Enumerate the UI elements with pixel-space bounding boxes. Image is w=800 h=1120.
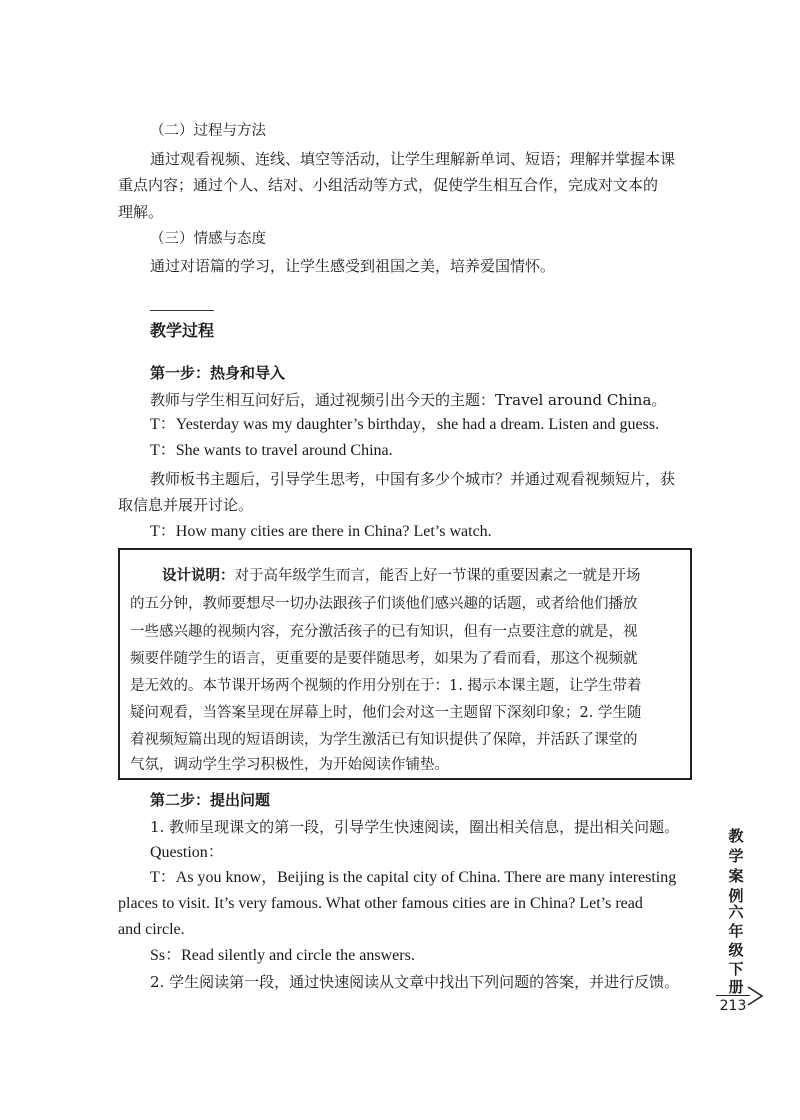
margin-grade-char: 册 <box>728 978 744 996</box>
design-note-line: 的五分钟，教师要想尽一切办法跟孩子们谈他们感兴趣的话题，或者给他们播放 <box>130 596 638 612</box>
paragraph-line: 通过观看视频、连线、填空等活动，让学生理解新单词、短语；理解并掌握本课 <box>150 150 676 168</box>
process-methods-heading: （二）过程与方法 <box>150 123 266 139</box>
margin-series-char: 学 <box>728 847 744 865</box>
dialogue-line: T：As you know，Beijing is the capital city of China. There are many interesting <box>150 869 677 886</box>
step2-title: 第二步：提出问题 <box>150 791 271 809</box>
margin-grade-char: 六 <box>728 903 744 921</box>
paragraph-line: 教师与学生相互问好后，通过视频引出今天的主题：Travel around China。 <box>150 391 667 409</box>
paragraph-line: 理解。 <box>118 203 164 221</box>
section-divider <box>150 310 214 311</box>
margin-grade-char: 下 <box>728 960 744 978</box>
paragraph-line: 教师板书主题后，引导学生思考，中国有多少个城市？并通过观看视频短片，获 <box>150 470 676 488</box>
margin-grade-char: 级 <box>728 941 744 959</box>
paragraph-line: 通过对语篇的学习，让学生感受到祖国之美，培养爱国情怀。 <box>150 257 556 275</box>
design-note-line: 一些感兴趣的视频内容，充分激活孩子的已有知识，但有一点要注意的就是，视 <box>130 624 638 640</box>
design-note-line: 着视频短篇出现的短语朗读，为学生激活已有知识提供了保障，并活跃了课堂的 <box>130 732 638 748</box>
dialogue-line: T：Yesterday was my daughter’s birthday，she had a dream. Listen and guess. <box>150 416 660 433</box>
design-note-first-line <box>162 566 686 586</box>
dialogue-line: T：She wants to travel around China. <box>150 442 393 459</box>
design-note-line: 频要伴随学生的语言，更重要的是要伴随思考，如果为了看而看，那这个视频就 <box>130 651 638 667</box>
design-note-label: 设计说明： <box>162 568 235 584</box>
emotion-attitude-heading: （三）情感与态度 <box>150 231 266 247</box>
step1-title: 第一步：热身和导入 <box>150 364 286 382</box>
paragraph-line: 1. 教师呈现课文的第一段，引导学生快速阅读，圈出相关信息，提出相关问题。 <box>150 818 680 836</box>
design-note-line: 气氛，调动学生学习积极性，为开始阅读作铺垫。 <box>130 757 449 773</box>
design-note-line: 疑问观看，当答案呈现在屏幕上时，他们会对这一主题留下深刻印象；2. 学生随 <box>130 705 642 721</box>
margin-series-char: 例 <box>728 887 744 905</box>
design-note-text: 对于高年级学生而言，能否上好一节课的重要因素之一就是开场 <box>234 568 641 584</box>
dialogue-line: Question： <box>150 844 224 861</box>
page-number: 213 <box>719 998 747 1014</box>
dialogue-line: and circle. <box>118 921 185 938</box>
design-note-line: 是无效的。本节课开场两个视频的作用分别在于：1. 揭示本课主题，让学生带着 <box>130 678 642 694</box>
dialogue-line: places to visit. It’s very famous. What other famous cities are in China? Let’s read <box>118 895 643 912</box>
margin-grade-char: 年 <box>728 922 744 940</box>
paragraph-line: 取信息并展开讨论。 <box>118 496 254 514</box>
design-note-box <box>118 548 692 780</box>
margin-series-char: 案 <box>728 867 744 885</box>
paragraph-line: 重点内容；通过个人、结对、小组活动等方式，促使学生相互合作，完成对文本的 <box>118 176 659 194</box>
section-title: 教学过程 <box>150 321 215 340</box>
margin-series-char: 教 <box>728 827 744 845</box>
dialogue-line: Ss：Read silently and circle the answers. <box>150 947 415 964</box>
dialogue-line: T：How many cities are there in China? Let’s watch. <box>150 523 492 540</box>
paragraph-line: 2. 学生阅读第一段，通过快速阅读从文章中找出下列问题的答案，并进行反馈。 <box>150 973 680 991</box>
